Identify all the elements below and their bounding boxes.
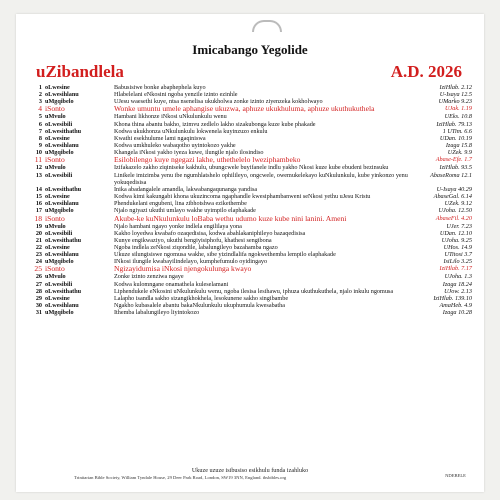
day-row [30, 193, 472, 200]
verse-text: Hlabelelani eNkosini ngoba yenzile izinto ezinhle [114, 91, 238, 99]
year-label: A.D. 2026 [390, 62, 462, 81]
day-list [30, 84, 472, 316]
verse-text: Inika abadangalele amandla, lakwabangaqunanga yandisa [114, 185, 258, 193]
day-number: 22 [35, 243, 42, 251]
day-number: 1 [38, 84, 42, 91]
weekday-name: uMvulo [45, 164, 66, 172]
verse-reference: UZek. 9.12 [444, 200, 472, 208]
day-row [30, 302, 472, 309]
verse-reference: UJoha. 12.50 [438, 207, 472, 215]
day-number: 15 [35, 193, 42, 201]
day-number: 18 [34, 213, 42, 223]
verse-text: Ukuze silungisiswe ngomusa wakhe, sibe yizindlalifa ngokwethemba lempilo elaphakade [114, 251, 336, 259]
day-row [30, 215, 472, 223]
verse-reference: UZek. 9.9 [447, 149, 472, 157]
day-row [30, 84, 472, 91]
month-name: uZibandlela [36, 62, 124, 81]
day-number: 3 [38, 98, 42, 106]
day-row [30, 135, 472, 142]
weekday-name: oLwesine [45, 294, 70, 302]
day-row [30, 295, 472, 302]
day-number: 8 [38, 134, 42, 142]
verse-reference: UTitosi 3.7 [444, 251, 472, 259]
verse-reference: IziHlab. 7.17 [439, 265, 472, 273]
weekday-name: oLwesihlanu [45, 200, 79, 208]
verse-text: Ithemba labalungileyo liyintokozo [114, 309, 200, 317]
verse-text: Akube-ke kuNkulunkulu loBaba wethu udumo kuze kube nini lanini. Ameni [114, 213, 347, 223]
weekday-name: oLwesine [45, 193, 70, 201]
day-number: 7 [38, 127, 42, 135]
verse-text: Izifakazelo zakho ziqiniseke kakhulu, ubungcwele buyifanele indlu yakho Nkosi kuze kube ebudeni bezinsuku [114, 164, 389, 172]
verse-reference: UEks. 10.8 [444, 113, 472, 121]
day-row [30, 142, 472, 149]
day-row [30, 128, 472, 135]
weekday-name: uMvulo [45, 113, 66, 121]
weekday-name: uMgqibelo [45, 258, 74, 266]
verse-reference: AbaseGal. 6.14 [433, 193, 472, 201]
weekday-name: oLwesihlanu [45, 302, 79, 310]
verse-reference: U-Isaya 12.5 [439, 91, 472, 99]
verse-text: Hambani likhonze iNkosi uNkulunkulu wenu [114, 113, 227, 121]
day-number: 26 [35, 273, 42, 281]
weekday-name: uMvulo [45, 273, 66, 281]
day-number: 25 [34, 264, 42, 274]
weekday-name: oLwesithathu [45, 185, 82, 193]
day-number: 10 [35, 149, 42, 157]
verse-text: Phendukelani engubeni, lina zibhotshwa ezikethembe [114, 200, 247, 208]
day-row [30, 258, 472, 265]
day-row [30, 281, 472, 288]
day-row [30, 230, 472, 237]
weekday-name: oLwesine [45, 134, 70, 142]
weekday-name: iSonto [45, 264, 65, 274]
verse-text: Kunye engikwaziyo, ukuthi bengiyisiphofu, khathesi sengibona [114, 236, 272, 244]
day-number: 16 [35, 200, 42, 208]
day-number: 24 [35, 258, 42, 266]
verse-text: Khangela iNkosi yakho iyeza kuwe, ilungile njalo ilosindiso [114, 149, 264, 157]
weekday-name: oLwesihlanu [45, 91, 79, 99]
verse-reference: UDan. 12.10 [439, 229, 472, 237]
verse-text: Wonke umuntu umele aphangise ukuzwa, aphuze ukukhuluma, aphuze ukuthukuthela [114, 104, 375, 114]
language-stamp: NDEBELE [445, 473, 466, 478]
day-row [30, 91, 472, 98]
day-number: 19 [35, 222, 42, 230]
weekday-name: uMvulo [45, 222, 66, 230]
verse-text: Ngakho kubasalele abantu bakaNkulunkulu ukuphumula kwesabatha [114, 302, 285, 310]
verse-text: Esilobilengo kuye ngegazi lakhe, uthethelelo lweziphambeko [114, 155, 301, 165]
weekday-name: oLwesihlanu [45, 142, 79, 150]
day-number: 21 [35, 236, 42, 244]
day-row [30, 265, 472, 273]
verse-reference: Izaga 10.28 [442, 309, 472, 317]
verse-reference: U-Isaya 40.29 [436, 185, 472, 193]
day-row [30, 251, 472, 258]
verse-reference: Abase-Efe. 1.7 [435, 156, 472, 164]
verse-reference: AmaHeb. 4.9 [439, 302, 472, 310]
weekday-name: oLwesine [45, 84, 70, 91]
day-row [30, 309, 472, 316]
weekday-name: oLwesibili [45, 229, 73, 237]
verse-text: Njalo hambani ngayo yonke indlela engililaya yona [114, 222, 242, 230]
verse-reference: UHos. 14.9 [443, 243, 472, 251]
day-row [30, 200, 472, 207]
verse-reference: UDan. 10.19 [439, 134, 472, 142]
verse-text: Ngizayidumisa iNkosi njengokulunga kwayo [114, 264, 252, 274]
weekday-name: oLwesine [45, 243, 70, 251]
day-number: 28 [35, 287, 42, 295]
verse-reference: AbaseFil. 4.20 [435, 214, 472, 222]
day-number: 13 [35, 171, 42, 179]
verse-reference: IziHlab. 79.13 [436, 120, 472, 128]
weekday-name: oLwesihlanu [45, 251, 79, 259]
verse-reference: IsiLilo 3.25 [443, 258, 472, 266]
verse-text: INkosi ilungile kwabayilindelayo, kumphefumulo oyidingayo [114, 258, 268, 266]
weekday-name: uMgqibelo [45, 98, 74, 106]
weekday-name: iSonto [45, 213, 65, 223]
verse-text: Kwathi esekhulume lami ngaqiniswa [114, 134, 206, 142]
day-row [30, 223, 472, 230]
day-row [30, 164, 472, 171]
verse-text: Babusisiwe bonke abaphephela kuyo [114, 84, 206, 91]
day-number: 2 [38, 91, 42, 99]
day-number: 4 [38, 104, 42, 114]
verse-text: Njalo ngiyazi ukuthi umlayo wakhe uyimpilo elaphakade [114, 207, 256, 215]
day-number: 27 [35, 280, 42, 288]
day-number: 17 [35, 207, 42, 215]
day-number: 6 [38, 120, 42, 128]
day-number: 20 [35, 229, 42, 237]
day-number: 12 [35, 164, 42, 172]
publisher-line: Trinitarian Bible Society, William Tyndale House, 29 Deer Park Road, London, SW19 3NN, England. tbsbibles.org [74, 475, 287, 480]
weekday-name: oLwesibili [45, 120, 73, 128]
hanging-hole [252, 20, 282, 32]
day-row [30, 156, 472, 164]
day-number: 5 [38, 113, 42, 121]
weekday-name: oLwesithathu [45, 287, 82, 295]
verse-reference: UJak. 1.19 [445, 105, 472, 113]
day-row [30, 121, 472, 128]
day-number: 14 [35, 185, 42, 193]
verse-text: Khona thina abantu bakho, izimvu zedlelo lakho sizakubonga kuze kube phakade [114, 120, 316, 128]
verse-reference: Izaga 15.8 [445, 142, 472, 150]
verse-reference: Izaga 18.24 [442, 280, 472, 288]
day-number: 23 [35, 251, 42, 259]
day-row [30, 105, 472, 113]
day-number: 30 [35, 302, 42, 310]
weekday-name: oLwesithathu [45, 236, 82, 244]
day-number: 9 [38, 142, 42, 150]
verse-text: Kodwa kulomngane onamathela kuleselamani [114, 280, 229, 288]
verse-text: Kakho loyedwa kwabafo ozaqedisisa, kodwa abahlakaniphileyo bazaqedisisa [114, 229, 306, 237]
day-row [30, 172, 472, 186]
verse-reference: UJoha. 9.25 [441, 236, 472, 244]
verse-reference: AbaseRoma 12.1 [430, 171, 472, 179]
verse-reference: IziHlab. 93.5 [439, 164, 472, 172]
weekday-name: oLwesibili [45, 280, 73, 288]
verse-reference: IziHlab. 139.10 [433, 294, 472, 302]
verse-text: Liphendukele eNkosini uNkulunkulu wenu, ngoba ilesisa lesihawu, iphuza ukuthukuthela, njalo inkulu ngomusa [114, 287, 394, 295]
day-row [30, 113, 472, 120]
verse-text: UJesu waesethi kuye, ntsa nsenelisa ukukholwa zonke izinto ziyenzeka kokholwayo [114, 98, 323, 106]
calendar-title: Imicabango Yegolide [192, 42, 308, 57]
verse-reference: UJoha. 1.3 [444, 273, 472, 281]
weekday-name: iSonto [45, 155, 65, 165]
verse-reference: IziHlab. 2.12 [439, 84, 472, 91]
verse-reference: UMarko 9.23 [438, 98, 472, 106]
footer-text: Ukuze uzuze isibusiso esikhulu funda izahluko [191, 467, 309, 474]
verse-text: Kodwa kimi kakungabi khona ukuzincoma ngaphandle kwesiphambanweni seNkosi yethu uJesu Kristu [114, 193, 371, 201]
verse-reference: UJer. 7.23 [446, 222, 472, 230]
day-number: 11 [34, 155, 42, 165]
verse-text: Lalapho isandla sakho sizangikhokhela, lesokunene sakho singibambe [114, 294, 289, 302]
verse-reference: 1 UTim. 6.6 [442, 127, 472, 135]
weekday-name: uMgqibelo [45, 207, 74, 215]
verse-text: Ngoba indlela zeNkosi ziqondile, labalungileyo bazahamba ngazo [114, 243, 278, 251]
weekday-name: uMgqibelo [45, 309, 74, 317]
weekday-name: uMgqibelo [45, 149, 74, 157]
day-row [30, 273, 472, 280]
weekday-name: oLwesithathu [45, 127, 82, 135]
verse-reference: UJow. 2.13 [444, 287, 472, 295]
day-row [30, 237, 472, 244]
verse-text: Zonke izinto zenziwa ngaye [114, 273, 184, 281]
calendar-page [16, 14, 484, 492]
verse-text: Kodwa umkhuleko wabaqotho uyintokozo yakhe [114, 142, 236, 150]
day-row [30, 288, 472, 295]
day-row [30, 186, 472, 193]
verse-text: Kodwa ukukhonza uNkulunkulu lokwenela kuyinzuzo enkulu [114, 127, 268, 135]
day-number: 31 [35, 309, 42, 317]
verse-text: Linikele imizimba yenu ibe ngumhlatshelo ophilileyo, ongcwele, owemukelekayo kuNkulunkulu, kube yinkonzo yenu yokuqedisisa [114, 171, 408, 186]
weekday-name: oLwesibili [45, 171, 73, 179]
day-number: 29 [35, 294, 42, 302]
day-row [30, 244, 472, 251]
weekday-name: iSonto [45, 104, 65, 114]
